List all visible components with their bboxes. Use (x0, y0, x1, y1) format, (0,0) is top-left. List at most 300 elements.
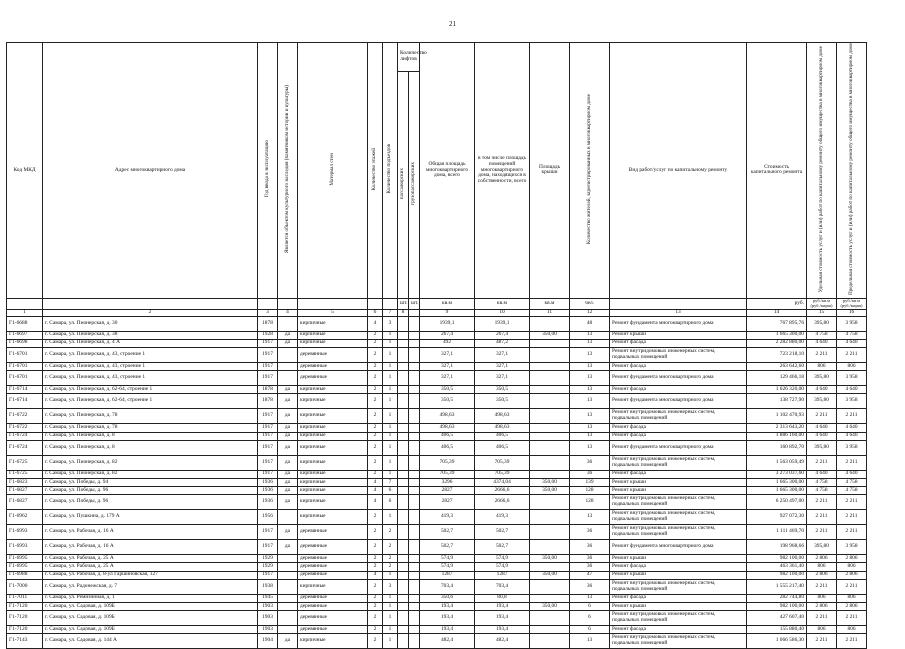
cell-uc: 2 211 (807, 525, 837, 540)
cell-wall: деревянные (298, 563, 368, 571)
cell-her: да (278, 339, 298, 347)
cell-fl: 2 (368, 563, 383, 571)
cell-oa: 574,9 (475, 563, 530, 571)
cell-wall: деревянные (298, 525, 368, 540)
cell-uc: 2 211 (807, 495, 837, 510)
header-max-cost: Предельная стоимость услуг и (или) работ по капитальному ремонту общего имущества в многоквартирном доме (847, 43, 854, 296)
cell-ta: 327,1 (420, 347, 475, 362)
cell-oa: 502,7 (475, 525, 530, 540)
cell-mc: 2 806 (837, 571, 867, 579)
cell-uc: 2 211 (807, 579, 837, 594)
cell-oa: 574,9 (475, 555, 530, 563)
cell-en: 1 (383, 634, 398, 649)
cell-cost: 2 313 643,20 (747, 424, 807, 432)
cell-ta: 1939,1 (420, 316, 475, 331)
cell-ta: 327,1 (420, 371, 475, 386)
cell-kod: Г1-6722 (7, 424, 43, 432)
cell-ra (530, 540, 570, 555)
cell-her (278, 594, 298, 602)
cell-en: 1 (383, 611, 398, 626)
cell-work: Ремонт крыши (610, 331, 747, 339)
cell-work: Ремонт крыши (610, 478, 747, 486)
table-row (7, 394, 867, 409)
cell-fl: 2 (368, 611, 383, 626)
cell-fl: 2 (368, 440, 383, 455)
cell-wall: кирпичные (298, 495, 368, 510)
cell-lc (409, 603, 420, 611)
cell-lc (409, 386, 420, 394)
table-row (7, 634, 867, 649)
cell-en: 1 (383, 440, 398, 455)
cell-res: 36 (570, 555, 610, 563)
cell-her (278, 316, 298, 331)
cell-en: 1 (383, 432, 398, 440)
table-row (7, 626, 867, 634)
cell-wall: деревянные (298, 555, 368, 563)
header-floors: Количество этажей (371, 147, 378, 191)
cell-fl: 2 (368, 510, 383, 525)
cell-ra (530, 386, 570, 394)
cell-lp (398, 386, 409, 394)
cell-cost: 155 880,40 (747, 626, 807, 634)
cell-her (278, 611, 298, 626)
cell-res: 13 (570, 362, 610, 370)
cell-oa: 406,5 (475, 440, 530, 455)
cell-fl: 2 (368, 603, 383, 611)
cell-addr: г. Самара, ул. Пушкина, д. 179 А (43, 510, 258, 525)
cell-ra (530, 525, 570, 540)
cell-fl: 2 (368, 555, 383, 563)
cell-kod: Г1-6962 (7, 510, 43, 525)
cell-uc: 2 211 (807, 510, 837, 525)
cell-uc: 806 (807, 594, 837, 602)
cell-lp (398, 409, 409, 424)
cell-ta: 492 (420, 339, 475, 347)
cell-her: да (278, 470, 298, 478)
cell-uc: 4 758 (807, 478, 837, 486)
cell-oa: 498,63 (475, 409, 530, 424)
cell-uc: 806 (807, 362, 837, 370)
cell-wall: кирпичные (298, 331, 368, 339)
cell-year: 1928 (258, 331, 278, 339)
cell-wall: деревянные (298, 594, 368, 602)
cell-work: Ремонт фасада (610, 594, 747, 602)
capital-repair-table (6, 42, 867, 649)
cell-ra (530, 563, 570, 571)
table-row (7, 470, 867, 478)
cell-year: 1936 (258, 478, 278, 486)
table-row (7, 371, 867, 386)
table-row (7, 603, 867, 611)
header-kod: Код МКД (7, 43, 43, 299)
cell-her: да (278, 540, 298, 555)
cell-lc (409, 440, 420, 455)
cell-res: 13 (570, 394, 610, 409)
cell-ta: 2827 (420, 487, 475, 495)
cell-wall: кирпичные (298, 487, 368, 495)
cell-kod: Г1-7120 (7, 603, 43, 611)
cell-ra (530, 394, 570, 409)
cell-year: 1903 (258, 603, 278, 611)
cell-res: 13 (570, 371, 610, 386)
cell-addr: г. Самара, ул. Рабочая, д. 8-ул Гаршиновская, 127 (43, 571, 258, 579)
header-roof-area: Площадь крыши (530, 43, 570, 299)
cell-year: 1956 (258, 510, 278, 525)
cell-uc: 2 211 (807, 634, 837, 649)
cell-her: да (278, 634, 298, 649)
cell-wall: деревянные (298, 371, 368, 386)
cell-year: 1929 (258, 555, 278, 563)
cell-lp (398, 487, 409, 495)
cell-mc: 3 958 (837, 440, 867, 455)
cell-res: 13 (570, 510, 610, 525)
table-body (7, 316, 867, 649)
cell-cost: 1 626 320,00 (747, 386, 807, 394)
cell-her: да (278, 495, 298, 510)
cell-work: Ремонт крыши (610, 555, 747, 563)
cell-res: 6 (570, 626, 610, 634)
cell-year: 1917 (258, 432, 278, 440)
cell-fl: 2 (368, 409, 383, 424)
table-row (7, 487, 867, 495)
cell-lc (409, 331, 420, 339)
cell-mc: 2 211 (837, 525, 867, 540)
cell-lc (409, 555, 420, 563)
cell-wall: деревянные (298, 611, 368, 626)
cell-wall: кирпичные (298, 339, 368, 347)
cell-work: Ремонт фасада (610, 424, 747, 432)
table-row (7, 525, 867, 540)
cell-kod: Г1-6701 (7, 362, 43, 370)
cell-ta: 498,63 (420, 409, 475, 424)
cell-fl: 2 (368, 626, 383, 634)
cell-res: 48 (570, 316, 610, 331)
cell-fl: 2 (368, 579, 383, 594)
cell-res: 36 (570, 470, 610, 478)
cell-kod: Г1-6995 (7, 563, 43, 571)
cell-kod: Г1-7120 (7, 626, 43, 634)
cell-en: 2 (383, 563, 398, 571)
cell-mc: 3 958 (837, 371, 867, 386)
cell-kod: Г1-6993 (7, 540, 43, 555)
cell-ta: 406,5 (420, 432, 475, 440)
header-year: Год ввода в эксплуатацию (263, 140, 270, 198)
table-header (7, 43, 867, 317)
cell-mc: 4 640 (837, 432, 867, 440)
table-row (7, 478, 867, 486)
cell-lp (398, 371, 409, 386)
header-lifts-cargo: грузопассажирских (410, 161, 417, 206)
cell-cost: 129 466,18 (747, 371, 807, 386)
cell-work: Ремонт крыши (610, 487, 747, 495)
cell-en: 1 (383, 347, 398, 362)
column-numbers-row: 1 2 3 4 5 6 7 8 9 10 11 12 13 14 15 16 (7, 309, 867, 316)
cell-work: Ремонт внутридомовых инженерных систем, подвальных помещений (610, 611, 747, 626)
cell-cost: 1 563 059,49 (747, 455, 807, 470)
cell-kod: Г1-6714 (7, 386, 43, 394)
cell-en: 6 (383, 495, 398, 510)
cell-lp (398, 555, 409, 563)
cell-oa: 193,4 (475, 611, 530, 626)
cell-uc: 395,80 (807, 540, 837, 555)
cell-lp (398, 603, 409, 611)
cell-year: 1917 (258, 371, 278, 386)
cell-fl: 2 (368, 371, 383, 386)
cell-addr: г. Самара, ул. Пионерская, д. 82 (43, 455, 258, 470)
cell-oa: 327,1 (475, 347, 530, 362)
cell-uc: 2 211 (807, 455, 837, 470)
header-total-area: Общая площадь многоквартирного дома, всего (420, 43, 475, 299)
cell-year: 1917 (258, 525, 278, 540)
cell-res: 13 (570, 339, 610, 347)
cell-year: 1878 (258, 386, 278, 394)
cell-addr: г. Самара, ул. Победы, д. 96 (43, 495, 258, 510)
cell-addr: г. Самара, ул. Радонежская, д. 7 (43, 579, 258, 594)
cell-ta: 193,4 (420, 626, 475, 634)
cell-lc (409, 432, 420, 440)
cell-ta: 502,7 (420, 525, 475, 540)
cell-oa: 703,4 (475, 579, 530, 594)
cell-work: Ремонт фасада (610, 626, 747, 634)
cell-addr: г. Самара, ул. Рабочая, д. 16 А (43, 525, 258, 540)
table-row (7, 611, 867, 626)
cell-lp (398, 634, 409, 649)
cell-en: 7 (383, 478, 398, 486)
cell-lp (398, 331, 409, 339)
cell-lc (409, 634, 420, 649)
cell-en: 2 (383, 540, 398, 555)
cell-fl: 4 (368, 571, 383, 579)
cell-en: 1 (383, 386, 398, 394)
cell-res: 128 (570, 495, 610, 510)
cell-lp (398, 540, 409, 555)
cell-work: Ремонт фасада (610, 432, 747, 440)
cell-work: Ремонт фасада (610, 563, 747, 571)
table-row (7, 316, 867, 331)
cell-mc: 3 958 (837, 540, 867, 555)
table-row (7, 362, 867, 370)
cell-year: 1917 (258, 470, 278, 478)
cell-work: Ремонт внутридомовых инженерных систем, подвальных помещений (610, 525, 747, 540)
cell-lc (409, 339, 420, 347)
cell-year: 1945 (258, 594, 278, 602)
cell-uc: 806 (807, 563, 837, 571)
cell-cost: 2 282 880,00 (747, 339, 807, 347)
cell-ta: 502,7 (420, 540, 475, 555)
cell-her: да (278, 440, 298, 455)
cell-mc: 2 211 (837, 611, 867, 626)
cell-lc (409, 611, 420, 626)
cell-ra (530, 362, 570, 370)
cell-lc (409, 495, 420, 510)
cell-lp (398, 432, 409, 440)
cell-kod: Г1-6724 (7, 440, 43, 455)
cell-kod: Г1-6823 (7, 478, 43, 486)
cell-wall: кирпичные (298, 316, 368, 331)
cell-kod: Г1-7000 (7, 579, 43, 594)
cell-ra (530, 371, 570, 386)
cell-work: Ремонт фасада (610, 386, 747, 394)
cell-addr: г. Самара, ул. Садовая, д. 109Б (43, 611, 258, 626)
cell-ta: 327,1 (420, 362, 475, 370)
cell-addr: г. Самара, ул. Пионерская, д. 43, строение 1 (43, 347, 258, 362)
cell-en: 2 (383, 525, 398, 540)
cell-mc: 2 211 (837, 455, 867, 470)
cell-ra: 350,00 (530, 478, 570, 486)
cell-year: 1878 (258, 316, 278, 331)
cell-year: 1936 (258, 487, 278, 495)
cell-wall: деревянные (298, 603, 368, 611)
cell-wall: кирпичные (298, 409, 368, 424)
cell-ra: 350,00 (530, 571, 570, 579)
cell-year: 1878 (258, 394, 278, 409)
cell-oa: 705,39 (475, 455, 530, 470)
cell-res: 13 (570, 424, 610, 432)
cell-year: 1917 (258, 440, 278, 455)
cell-her (278, 563, 298, 571)
cell-mc: 806 (837, 563, 867, 571)
cell-uc: 2 211 (807, 611, 837, 626)
cell-en: 1 (383, 424, 398, 432)
cell-ta: 574,9 (420, 563, 475, 571)
cell-kod: Г1-6988 (7, 571, 43, 579)
cell-lc (409, 424, 420, 432)
cell-wall: деревянные (298, 540, 368, 555)
cell-ra (530, 470, 570, 478)
cell-work: Ремонт фасада (610, 339, 747, 347)
cell-res: 36 (570, 563, 610, 571)
cell-ra: 350,00 (530, 555, 570, 563)
cell-ta: 1287 (420, 571, 475, 579)
cell-kod: Г1-7011 (7, 594, 43, 602)
cell-lc (409, 362, 420, 370)
cell-uc: 395,80 (807, 394, 837, 409)
cell-ra: 350,00 (530, 487, 570, 495)
cell-ta: 705,39 (420, 470, 475, 478)
cell-kod: Г1-6688 (7, 316, 43, 331)
header-unit-cost: Удельная стоимость услуг и (или) работ по капитальному ремонту общего имущества в многоквартирном доме (817, 45, 824, 293)
cell-en: 1 (383, 331, 398, 339)
cell-ra (530, 409, 570, 424)
cell-mc: 2 211 (837, 495, 867, 510)
cell-work: Ремонт внутридомовых инженерных систем, подвальных помещений (610, 347, 747, 362)
cell-ta: 482,4 (420, 634, 475, 649)
cell-en: 1 (383, 409, 398, 424)
cell-wall: кирпичные (298, 579, 368, 594)
cell-uc: 4 758 (807, 487, 837, 495)
cell-oa: 406,5 (475, 432, 530, 440)
cell-kod: Г1-6827 (7, 495, 43, 510)
table-row (7, 331, 867, 339)
cell-her (278, 555, 298, 563)
cell-lp (398, 362, 409, 370)
cell-her (278, 571, 298, 579)
cell-lp (398, 316, 409, 331)
cell-en: 1 (383, 455, 398, 470)
cell-addr: г. Самара, ул. Рабочая, д. 16 А (43, 540, 258, 555)
cell-lc (409, 571, 420, 579)
cell-wall: кирпичные (298, 455, 368, 470)
cell-fl: 2 (368, 432, 383, 440)
cell-lp (398, 626, 409, 634)
cell-cost: 982 100,00 (747, 571, 807, 579)
cell-year: 1917 (258, 455, 278, 470)
cell-ra: 350,00 (530, 331, 570, 339)
cell-cost: 198 968,66 (747, 540, 807, 555)
cell-addr: г. Самара, ул. Садовая, д. 109Б (43, 603, 258, 611)
cell-addr: г. Самара, ул. Победы, д. 96 (43, 487, 258, 495)
cell-lp (398, 579, 409, 594)
cell-uc: 4 640 (807, 470, 837, 478)
cell-lc (409, 455, 420, 470)
cell-fl: 2 (368, 394, 383, 409)
table-row (7, 540, 867, 555)
cell-lc (409, 347, 420, 362)
cell-work: Ремонт фасада (610, 470, 747, 478)
cell-kod: Г1-6993 (7, 525, 43, 540)
cell-addr: г. Самара, ул. Победы, д. 94 (43, 478, 258, 486)
cell-cost: 263 642,60 (747, 362, 807, 370)
cell-mc: 2 211 (837, 347, 867, 362)
table-row (7, 409, 867, 424)
cell-en: 1 (383, 626, 398, 634)
cell-fl: 2 (368, 634, 383, 649)
cell-ra (530, 611, 570, 626)
cell-her (278, 362, 298, 370)
cell-ta: 703,4 (420, 579, 475, 594)
cell-cost: 1 665 300,00 (747, 331, 807, 339)
cell-ta: 406,5 (420, 440, 475, 455)
cell-res: 13 (570, 386, 610, 394)
cell-uc: 2 806 (807, 603, 837, 611)
cell-oa: 350,5 (475, 386, 530, 394)
cell-year: 1917 (258, 347, 278, 362)
cell-lc (409, 563, 420, 571)
cell-wall: деревянные (298, 362, 368, 370)
cell-lc (409, 316, 420, 331)
table-row (7, 510, 867, 525)
cell-her (278, 579, 298, 594)
table-row (7, 563, 867, 571)
cell-oa: 267,4 (475, 331, 530, 339)
cell-kod: Г1-7143 (7, 634, 43, 649)
cell-fl: 2 (368, 339, 383, 347)
cell-res: 13 (570, 331, 610, 339)
cell-en: 1 (383, 339, 398, 347)
cell-work: Ремонт фундамента многоквартирного дома (610, 440, 747, 455)
cell-lp (398, 510, 409, 525)
cell-oa: 4374,04 (475, 478, 530, 486)
cell-addr: г. Самара, ул. Пионерская, д. 4 А (43, 339, 258, 347)
cell-res: 6 (570, 603, 610, 611)
cell-oa: 2666,6 (475, 487, 530, 495)
cell-res: 128 (570, 487, 610, 495)
cell-work: Ремонт фундамента многоквартирного дома (610, 316, 747, 331)
cell-uc: 4 640 (807, 432, 837, 440)
cell-mc: 806 (837, 626, 867, 634)
cell-mc: 3 958 (837, 394, 867, 409)
cell-res: 13 (570, 634, 610, 649)
cell-kod: Г1-7120 (7, 611, 43, 626)
cell-addr: г. Самара, ул. Пионерская, д. 43, строение 1 (43, 371, 258, 386)
cell-en: 1 (383, 603, 398, 611)
cell-addr: г. Самара, ул. Пионерская, д. 82 (43, 470, 258, 478)
cell-uc: 2 806 (807, 555, 837, 563)
cell-year: 1917 (258, 339, 278, 347)
cell-wall: кирпичные (298, 394, 368, 409)
cell-res: 13 (570, 594, 610, 602)
cell-her: да (278, 331, 298, 339)
